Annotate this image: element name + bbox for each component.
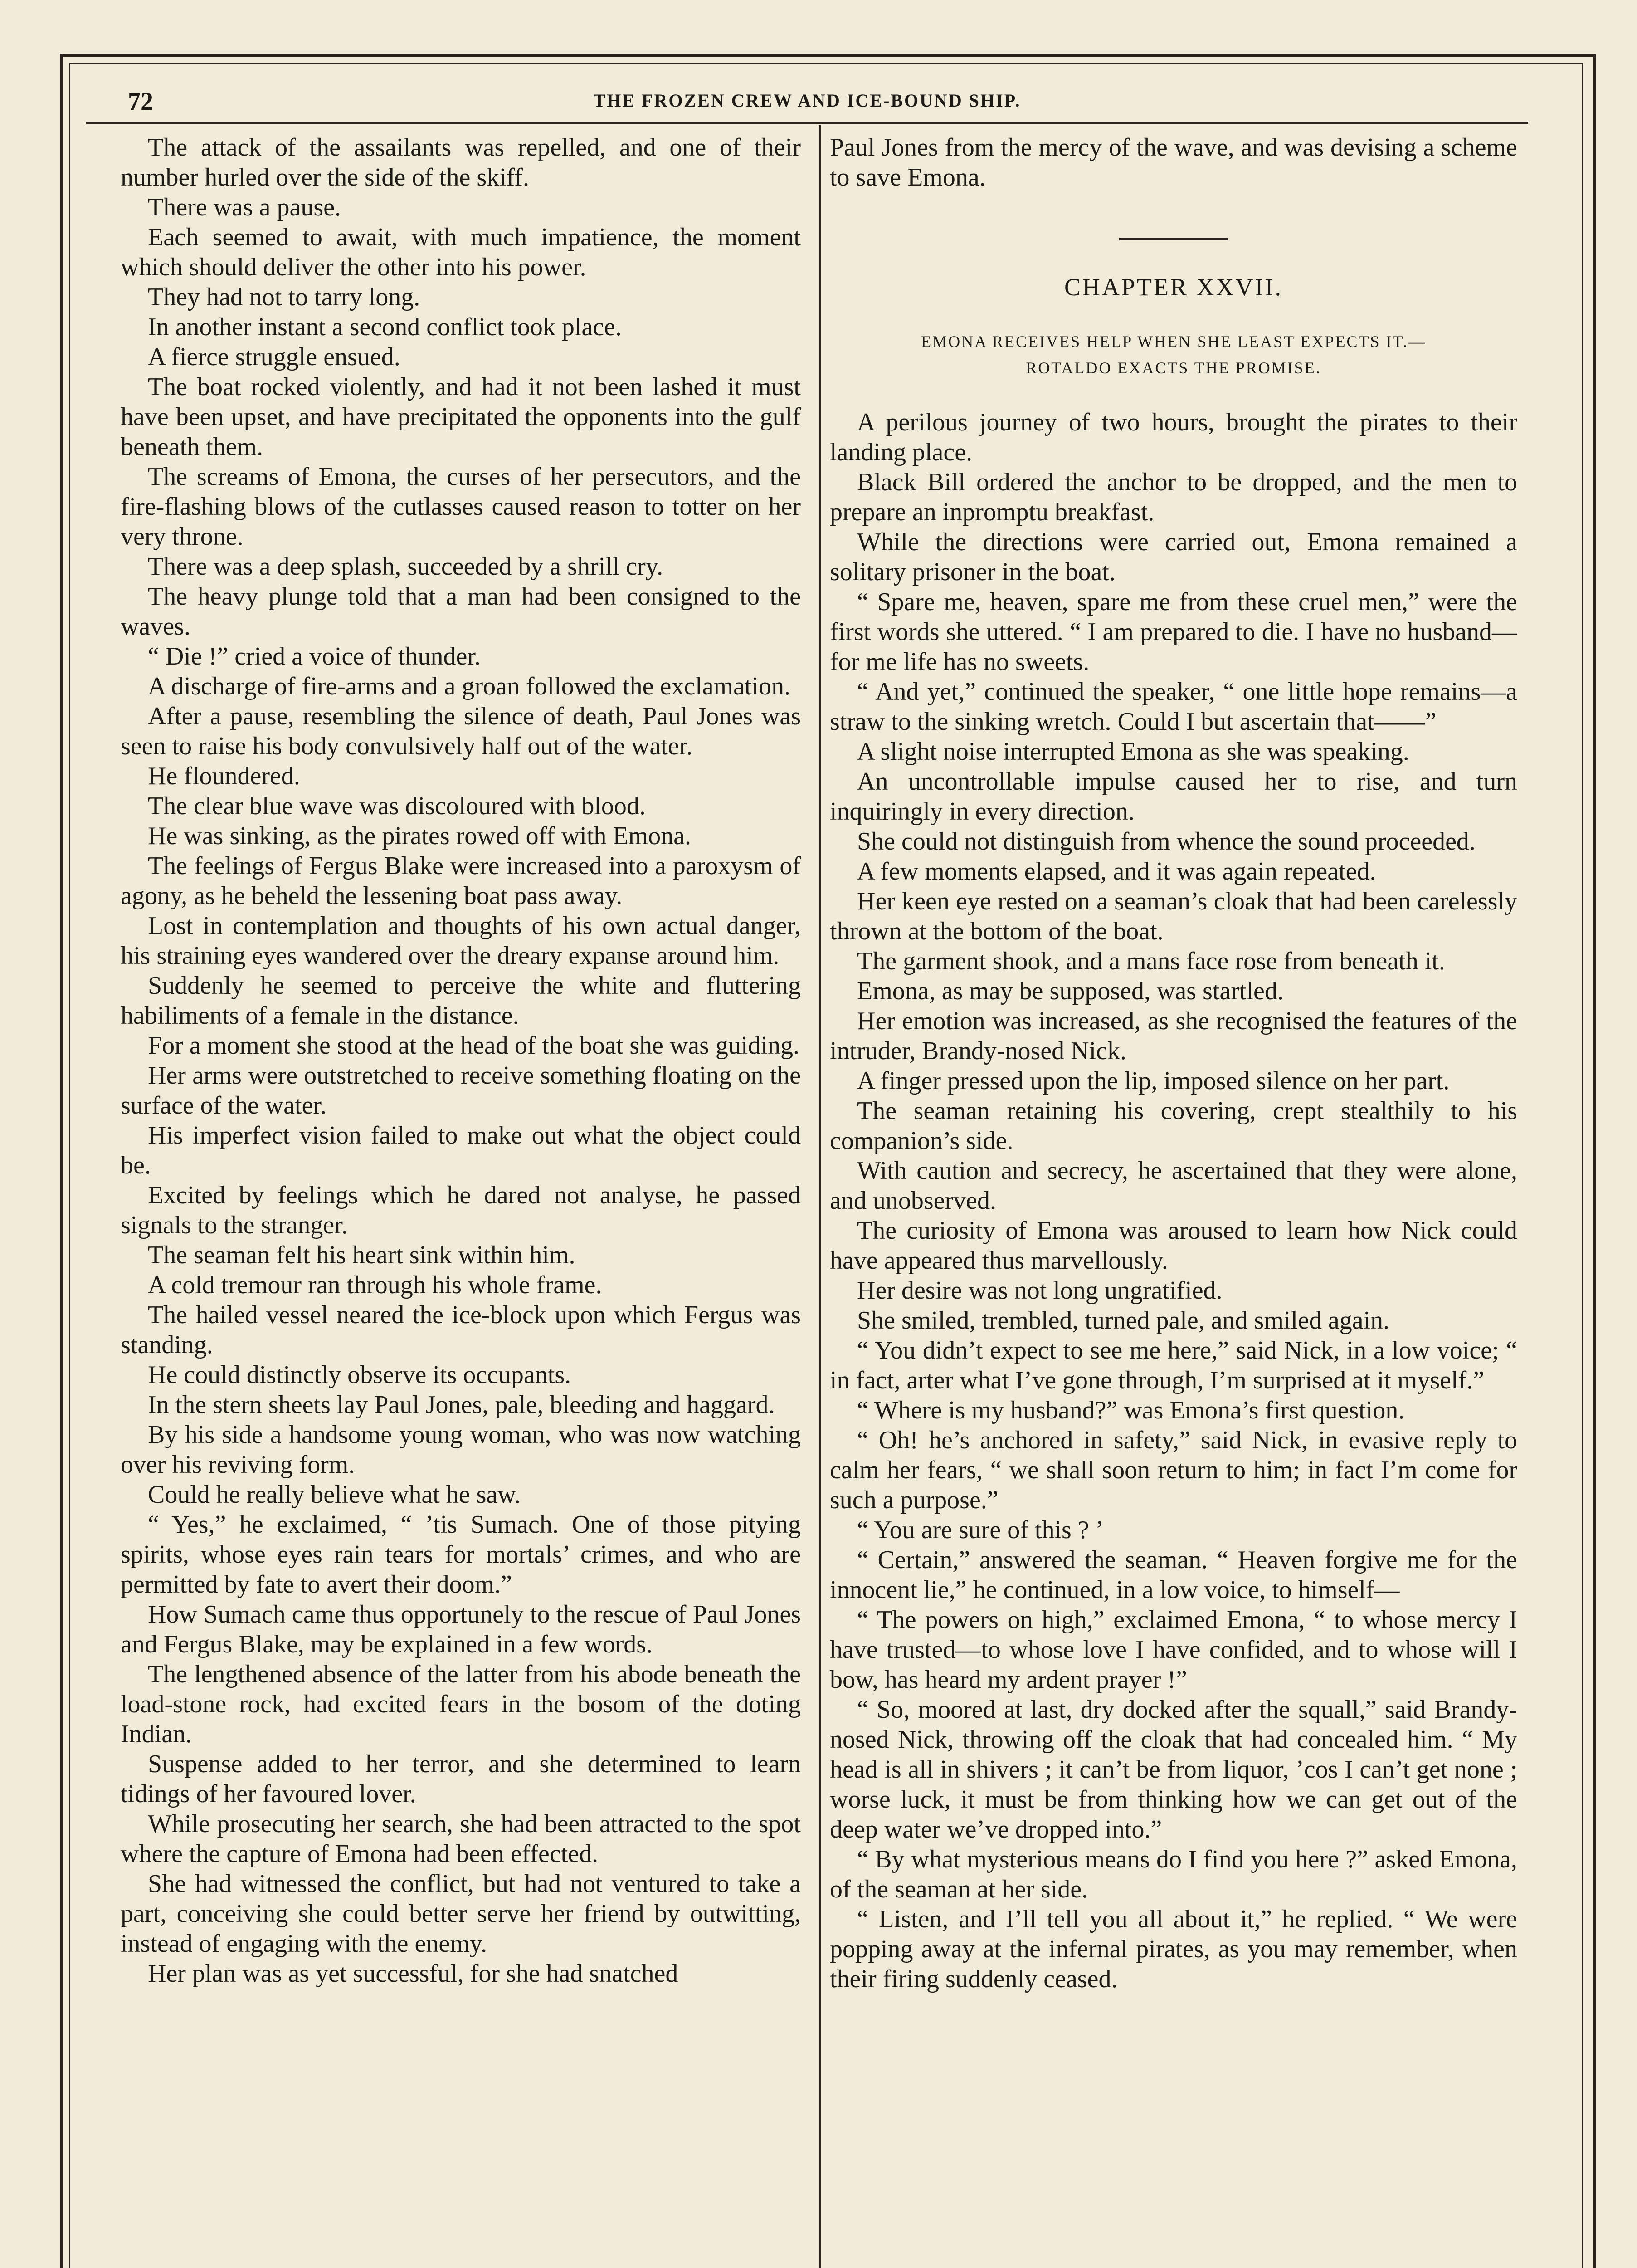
paragraph: “ Where is my husband?” was Emona’s first question. — [857, 1396, 1405, 1424]
paragraph: In the stern sheets lay Paul Jones, pale, bleeding and haggard. — [148, 1391, 775, 1419]
page-number: 72 — [128, 88, 153, 116]
paragraph: “ The powers on high,” exclaimed Emona, “ to whose mercy I have trusted—to whose love I have confided, and to whose will I bow, has heard my ardent prayer !” — [830, 1606, 1517, 1694]
left-column — [121, 132, 801, 2268]
paragraph: “ By what mysterious means do I find you here ?” asked Emona, of the seaman at her side. — [830, 1845, 1517, 1903]
paragraph: She smiled, trembled, turned pale, and smiled again. — [857, 1306, 1390, 1334]
paragraph: The seaman retaining his covering, crept stealthily to his companion’s side. — [830, 1097, 1517, 1155]
paragraph: Suspense added to her terror, and she determined to learn tidings of her favoured lover. — [121, 1750, 801, 1808]
paragraph: A finger pressed upon the lip, imposed silence on her part. — [857, 1067, 1450, 1095]
paragraph: “ You are sure of this ? ’ — [857, 1516, 1104, 1544]
paragraph: The garment shook, and a mans face rose from beneath it. — [857, 947, 1445, 975]
paragraph: A fierce struggle ensued. — [148, 343, 400, 371]
paragraph: “ You didn’t expect to see me here,” said Nick, in a low voice; “ in fact, arter what I’ve gone through, I’m surprised at it myself.” — [830, 1336, 1517, 1394]
paragraph: He could distinctly observe its occupants. — [148, 1361, 571, 1389]
paragraph: Could he really believe what he saw. — [148, 1481, 521, 1509]
continued-paragraph: Paul Jones from the mercy of the wave, and was devising a scheme to save Emona. — [830, 133, 1517, 191]
paragraph: A slight noise interrupted Emona as she was speaking. — [857, 738, 1409, 766]
paragraph: There was a deep splash, succeeded by a shrill cry. — [148, 552, 663, 581]
paragraph: For a moment she stood at the head of the boat she was guiding. — [148, 1031, 800, 1060]
paragraph: Her desire was not long ungratified. — [857, 1276, 1223, 1305]
running-head: THE FROZEN CREW AND ICE-BOUND SHIP. — [593, 90, 1021, 111]
paragraph: A cold tremour ran through his whole frame. — [148, 1271, 602, 1299]
paragraph: His imperfect vision failed to make out what the object could be. — [121, 1121, 801, 1179]
chapter-rule — [1119, 238, 1228, 240]
paragraph: Her arms were outstretched to receive something floating on the surface of the water. — [121, 1061, 801, 1119]
paragraph: The feelings of Fergus Blake were increased into a paroxysm of agony, as he beheld the lessening boat pass away. — [121, 852, 801, 910]
paragraph: “ Die !” cried a voice of thunder. — [148, 642, 481, 670]
header-rule — [86, 122, 1528, 124]
paragraph: A few moments elapsed, and it was again repeated. — [857, 857, 1376, 885]
paragraph: Her keen eye rested on a seaman’s cloak that had been carelessly thrown at the bottom of the boat. — [830, 887, 1517, 945]
paragraph: There was a pause. — [148, 193, 341, 221]
paragraph: “ Yes,” he exclaimed, “ ’tis Sumach. One of those pitying spirits, whose eyes rain tears for mortals’ crimes, and who are permitted by fate to avert their doom.” — [121, 1510, 801, 1598]
paragraph: “ Listen, and I’ll tell you all about it,” he replied. “ We were popping away at the infernal pirates, as you may remember, when their firing suddenly ceased. — [830, 1905, 1517, 1993]
paragraph: The screams of Emona, the curses of her persecutors, and the fire-flashing blows of the cutlasses caused reason to totter on her very throne. — [121, 463, 801, 551]
paragraph: The clear blue wave was discoloured with blood. — [148, 792, 646, 820]
paragraph: The boat rocked violently, and had it not been lashed it must have been upset, and have precipitated the opponents into the gulf beneath them. — [121, 373, 801, 461]
paragraph: The lengthened absence of the latter from his abode beneath the load-stone rock, had excited fears in the bosom of the doting Indian. — [121, 1660, 801, 1748]
paragraph: The hailed vessel neared the ice-block upon which Fergus was standing. — [121, 1301, 801, 1359]
paragraph: After a pause, resembling the silence of death, Paul Jones was seen to raise his body convulsively half out of the water. — [121, 702, 801, 760]
paragraph: A perilous journey of two hours, brought the pirates to their landing place. — [830, 408, 1517, 466]
paragraph: “ Oh! he’s anchored in safety,” said Nick, in evasive reply to calm her fears, “ we shall soon return to him; in fact I’m come for such a purpose.” — [830, 1426, 1517, 1514]
paragraph: The seaman felt his heart sink within him. — [148, 1241, 575, 1269]
paragraph: Her plan was as yet successful, for she had snatched — [148, 1960, 678, 1988]
paragraph: Excited by feelings which he dared not analyse, he passed signals to the stranger. — [121, 1181, 801, 1239]
paragraph: With caution and secrecy, he ascertained that they were alone, and unobserved. — [830, 1157, 1517, 1215]
paragraph: The attack of the assailants was repelled, and one of their number hurled over the side of the skiff. — [121, 133, 801, 191]
chapter-title: CHAPTER XXVII. — [1064, 274, 1283, 301]
paragraph: They had not to tarry long. — [148, 283, 420, 311]
paragraph: He was sinking, as the pirates rowed off with Emona. — [148, 822, 692, 850]
paragraph: Suddenly he seemed to perceive the white and fluttering habiliments of a female in the distance. — [121, 972, 801, 1030]
paragraph: Lost in contemplation and thoughts of his own actual danger, his straining eyes wandered over the dreary expanse around him. — [121, 912, 801, 970]
paragraph: Black Bill ordered the anchor to be dropped, and the men to prepare an inpromptu breakfast. — [830, 468, 1517, 526]
paragraph: She had witnessed the conflict, but had not ventured to take a part, conceiving she could better serve her friend by outwitting, instead of engaging with the enemy. — [121, 1870, 801, 1958]
chapter-summary-line: EMONA RECEIVES HELP WHEN SHE LEAST EXPECTS IT.— — [921, 332, 1426, 351]
paragraph: How Sumach came thus opportunely to the rescue of Paul Jones and Fergus Blake, may be explained in a few words. — [121, 1600, 801, 1658]
paragraph: In another instant a second conflict took place. — [148, 313, 622, 341]
paragraph: The heavy plunge told that a man had been consigned to the waves. — [121, 582, 801, 640]
paragraph: Emona, as may be supposed, was startled. — [857, 977, 1284, 1005]
right-column — [830, 132, 1517, 2268]
paragraph: By his side a handsome young woman, who was now watching over his reviving form. — [121, 1421, 801, 1479]
paragraph: “ And yet,” continued the speaker, “ one little hope remains—a straw to the sinking wretch. Could I but ascertain that——” — [830, 678, 1517, 736]
paragraph: “ Certain,” answered the seaman. “ Heaven forgive me for the innocent lie,” he continued, in a low voice, to himself— — [830, 1546, 1517, 1604]
paragraph: While prosecuting her search, she had been attracted to the spot where the capture of Emona had been effected. — [121, 1810, 801, 1868]
paragraph: The curiosity of Emona was aroused to learn how Nick could have appeared thus marvellously. — [830, 1217, 1517, 1275]
page-header — [86, 84, 1528, 121]
paragraph: A discharge of fire-arms and a groan followed the exclamation. — [148, 672, 791, 700]
paragraph: “ Spare me, heaven, spare me from these cruel men,” were the first words she uttered. “ I am prepared to die. I have no husband—for me life has no sweets. — [830, 588, 1517, 676]
paragraph: While the directions were carried out, Emona remained a solitary prisoner in the boat. — [830, 528, 1517, 586]
paragraph: Each seemed to await, with much impatience, the moment which should deliver the other into his power. — [121, 223, 801, 281]
column-divider — [819, 125, 821, 2268]
paragraph: An uncontrollable impulse caused her to rise, and turn inquiringly in every direction. — [830, 767, 1517, 826]
chapter-summary — [830, 328, 1517, 381]
paragraph: She could not distinguish from whence the sound proceeded. — [857, 827, 1476, 855]
paragraph: “ So, moored at last, dry docked after the squall,” said Brandy-nosed Nick, throwing off the cloak that had concealed him. “ My head is all in shivers ; it can’t be from liquor, ’cos I can’t get none ; worse luck, it must be from thinking how we can get out of the deep water we’ve dropped into.” — [830, 1696, 1517, 1843]
paragraph: Her emotion was increased, as she recognised the features of the intruder, Brandy-nosed Nick. — [830, 1007, 1517, 1065]
chapter-summary-line: ROTALDO EXACTS THE PROMISE. — [1026, 359, 1321, 377]
paragraph: He floundered. — [148, 762, 300, 790]
